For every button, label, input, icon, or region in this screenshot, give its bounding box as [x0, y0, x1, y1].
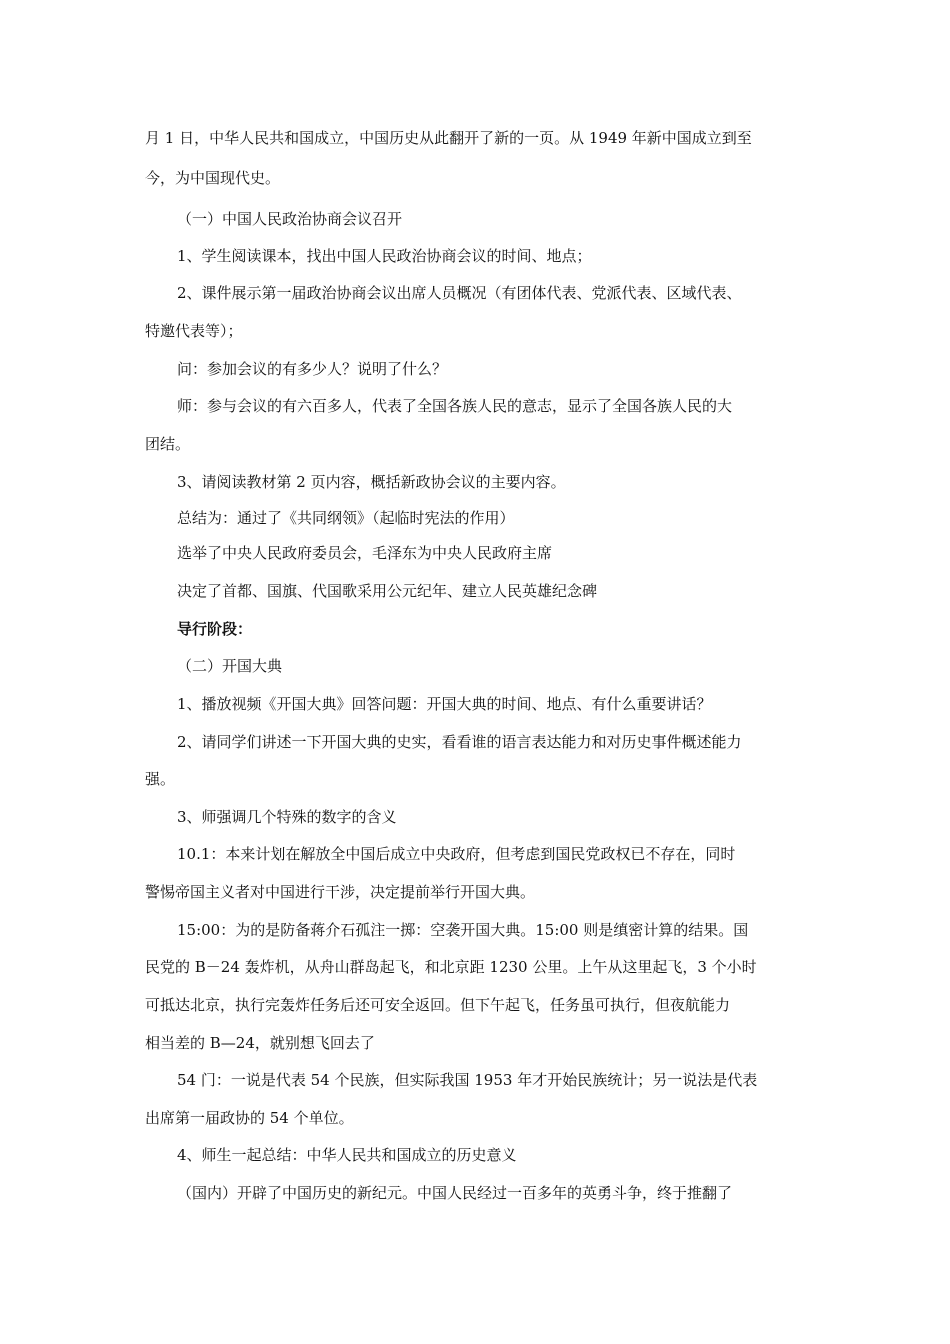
- text-line: 15:00：为的是防备蒋介石孤注一掷：空袭开国大典。15:00 则是缜密计算的结果。国: [177, 921, 749, 939]
- section-heading: （一）中国人民政治协商会议召开: [177, 210, 403, 228]
- section-heading: （二）开国大典: [177, 657, 283, 675]
- text-line: 团结。: [145, 435, 191, 453]
- text-line: 54 门：一说是代表 54 个民族，但实际我国 1953 年才开始民族统计；另一说法是代表: [177, 1071, 758, 1089]
- stage-heading: 导行阶段：: [177, 620, 253, 638]
- text-line: 月 1 日，中华人民共和国成立，中国历史从此翻开了新的一页。从 1949 年新中国成立到至: [145, 129, 752, 147]
- summary-line: 决定了首都、国旗、代国歌采用公元纪年、建立人民英雄纪念碑: [177, 582, 598, 600]
- text-line: 可抵达北京，执行完轰炸任务后还可安全返回。但下午起飞，任务虽可执行，但夜航能力: [145, 996, 731, 1014]
- text-line: 10.1：本来计划在解放全中国后成立中央政府，但考虑到国民党政权已不存在，同时: [177, 845, 736, 863]
- text-line: 2、课件展示第一届政治协商会议出席人员概况（有团体代表、党派代表、区域代表、: [177, 284, 742, 302]
- answer-line: 师：参与会议的有六百多人，代表了全国各族人民的意志，显示了全国各族人民的大: [177, 397, 733, 415]
- text-line: 1、播放视频《开国大典》回答问题：开国大典的时间、地点、有什么重要讲话？: [177, 695, 712, 713]
- text-line: 3、师强调几个特殊的数字的含义: [177, 808, 397, 826]
- text-line: 强。: [145, 770, 176, 788]
- text-line: （国内）开辟了中国历史的新纪元。中国人民经过一百多年的英勇斗争，终于推翻了: [177, 1184, 733, 1202]
- text-line: 警惕帝国主义者对中国进行干涉，决定提前举行开国大典。: [145, 883, 536, 901]
- text-line: 出席第一届政协的 54 个单位。: [145, 1109, 354, 1127]
- text-line: 今，为中国现代史。: [145, 169, 281, 187]
- text-line: 1、学生阅读课本，找出中国人民政治协商会议的时间、地点；: [177, 247, 592, 265]
- text-line: 2、请同学们讲述一下开国大典的史实，看看谁的语言表达能力和对历史事件概述能力: [177, 733, 742, 751]
- question-line: 问：参加会议的有多少人？说明了什么？: [177, 360, 448, 378]
- text-line: 相当差的 B—24，就别想飞回去了: [145, 1034, 375, 1052]
- text-line: 3、请阅读教材第 2 页内容，概括新政协会议的主要内容。: [177, 473, 566, 491]
- text-line: 民党的 B－24 轰炸机，从舟山群岛起飞，和北京距 1230 公里。上午从这里起飞，3 个小时: [145, 958, 757, 976]
- text-line: 4、师生一起总结：中华人民共和国成立的历史意义: [177, 1146, 517, 1164]
- summary-line: 总结为：通过了《共同纲领》（起临时宪法的作用）: [177, 509, 515, 527]
- text-line: 特邀代表等）；: [145, 322, 243, 340]
- summary-line: 选举了中央人民政府委员会，毛泽东为中央人民政府主席: [177, 544, 553, 562]
